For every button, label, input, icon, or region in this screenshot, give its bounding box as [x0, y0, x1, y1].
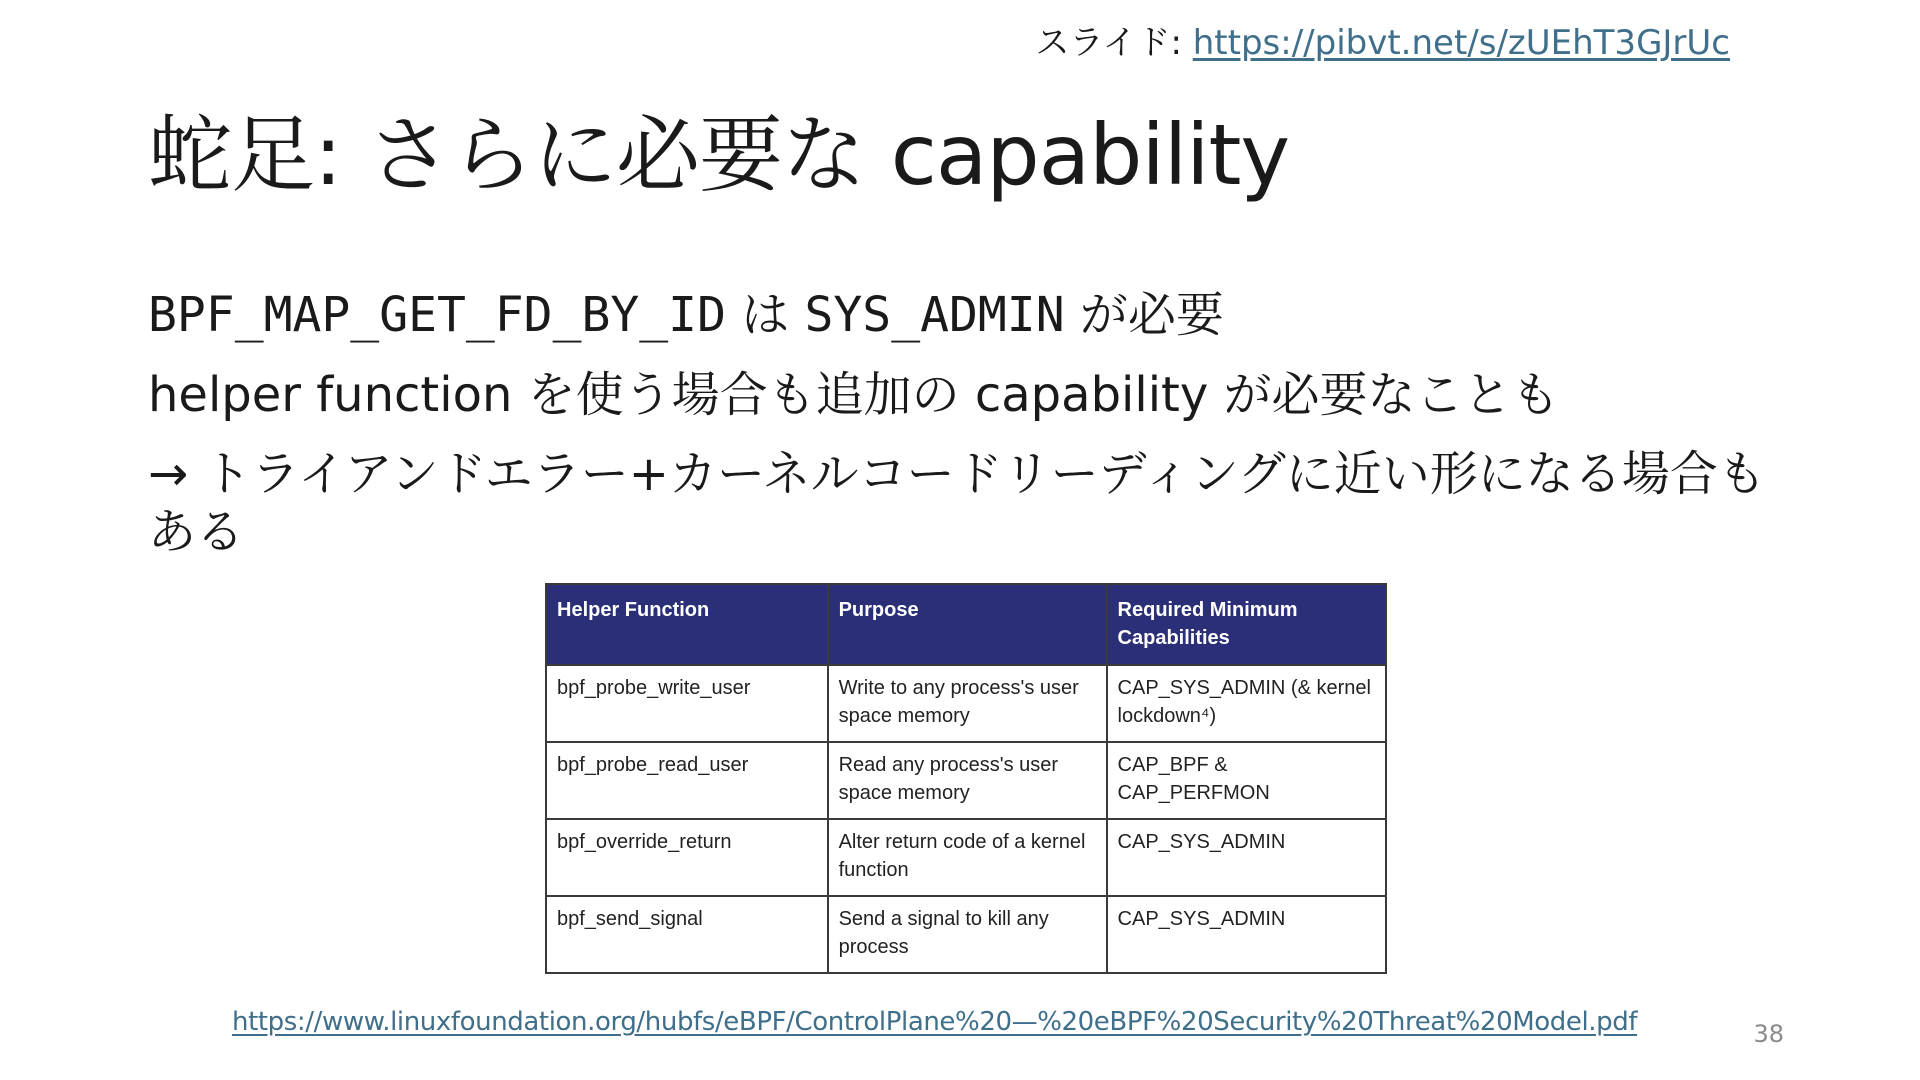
- table-cell-purpose: Send a signal to kill any process: [828, 896, 1107, 973]
- body-line-1: [148, 285, 1788, 345]
- code-sys-admin: SYS_ADMIN: [804, 287, 1065, 343]
- slide-link-prefix: スライド:: [1035, 23, 1193, 63]
- capabilities-table: [545, 583, 1387, 974]
- table-cell-helper: bpf_probe_write_user: [546, 665, 828, 742]
- table-header-row: [546, 584, 1386, 665]
- table-row: [546, 665, 1386, 742]
- body-line-3: → トライアンドエラー+カーネルコードリーディングに近い形になる場合もある: [148, 446, 1766, 560]
- table-cell-purpose: Read any process's user space memory: [828, 742, 1107, 819]
- table-row: [546, 896, 1386, 973]
- table-row: [546, 742, 1386, 819]
- body-line-2: helper function を使う場合も追加の capability が必要なことも: [148, 367, 1560, 423]
- capabilities-table-wrapper: [545, 583, 1387, 974]
- table-cell-helper: bpf_probe_read_user: [546, 742, 828, 819]
- body-line-1-text-a: は: [725, 287, 805, 343]
- slide-body: [148, 285, 1788, 581]
- page-number: 38: [1753, 1020, 1784, 1048]
- code-bpf-map-get-fd-by-id: BPF_MAP_GET_FD_BY_ID: [148, 287, 726, 343]
- table-cell-capabilities: CAP_BPF & CAP_PERFMON: [1107, 742, 1386, 819]
- source-url-link[interactable]: https://www.linuxfoundation.org/hubfs/eBPF/ControlPlane%20—%20eBPF%20Security%20Threat%20Model.pdf: [232, 1007, 1638, 1037]
- table-cell-purpose: Write to any process's user space memory: [828, 665, 1107, 742]
- column-header-required-capabilities: Required Minimum Capabilities: [1107, 584, 1386, 665]
- column-header-purpose: Purpose: [828, 584, 1107, 665]
- table-cell-helper: bpf_send_signal: [546, 896, 828, 973]
- column-header-helper-function: Helper Function: [546, 584, 828, 665]
- table-cell-capabilities: CAP_SYS_ADMIN: [1107, 896, 1386, 973]
- body-line-1-text-b: が必要: [1064, 287, 1224, 343]
- table-cell-helper: bpf_override_return: [546, 819, 828, 896]
- table-cell-capabilities: CAP_SYS_ADMIN: [1107, 819, 1386, 896]
- table-row: [546, 819, 1386, 896]
- slide-url-link[interactable]: https://pibvt.net/s/zUEhT3GJrUc: [1192, 23, 1730, 63]
- slide-link-row: [1035, 20, 1730, 66]
- table-cell-capabilities: CAP_SYS_ADMIN (& kernel lockdown⁴): [1107, 665, 1386, 742]
- page-title: 蛇足: さらに必要な capability: [148, 106, 1290, 204]
- table-cell-purpose: Alter return code of a kernel function: [828, 819, 1107, 896]
